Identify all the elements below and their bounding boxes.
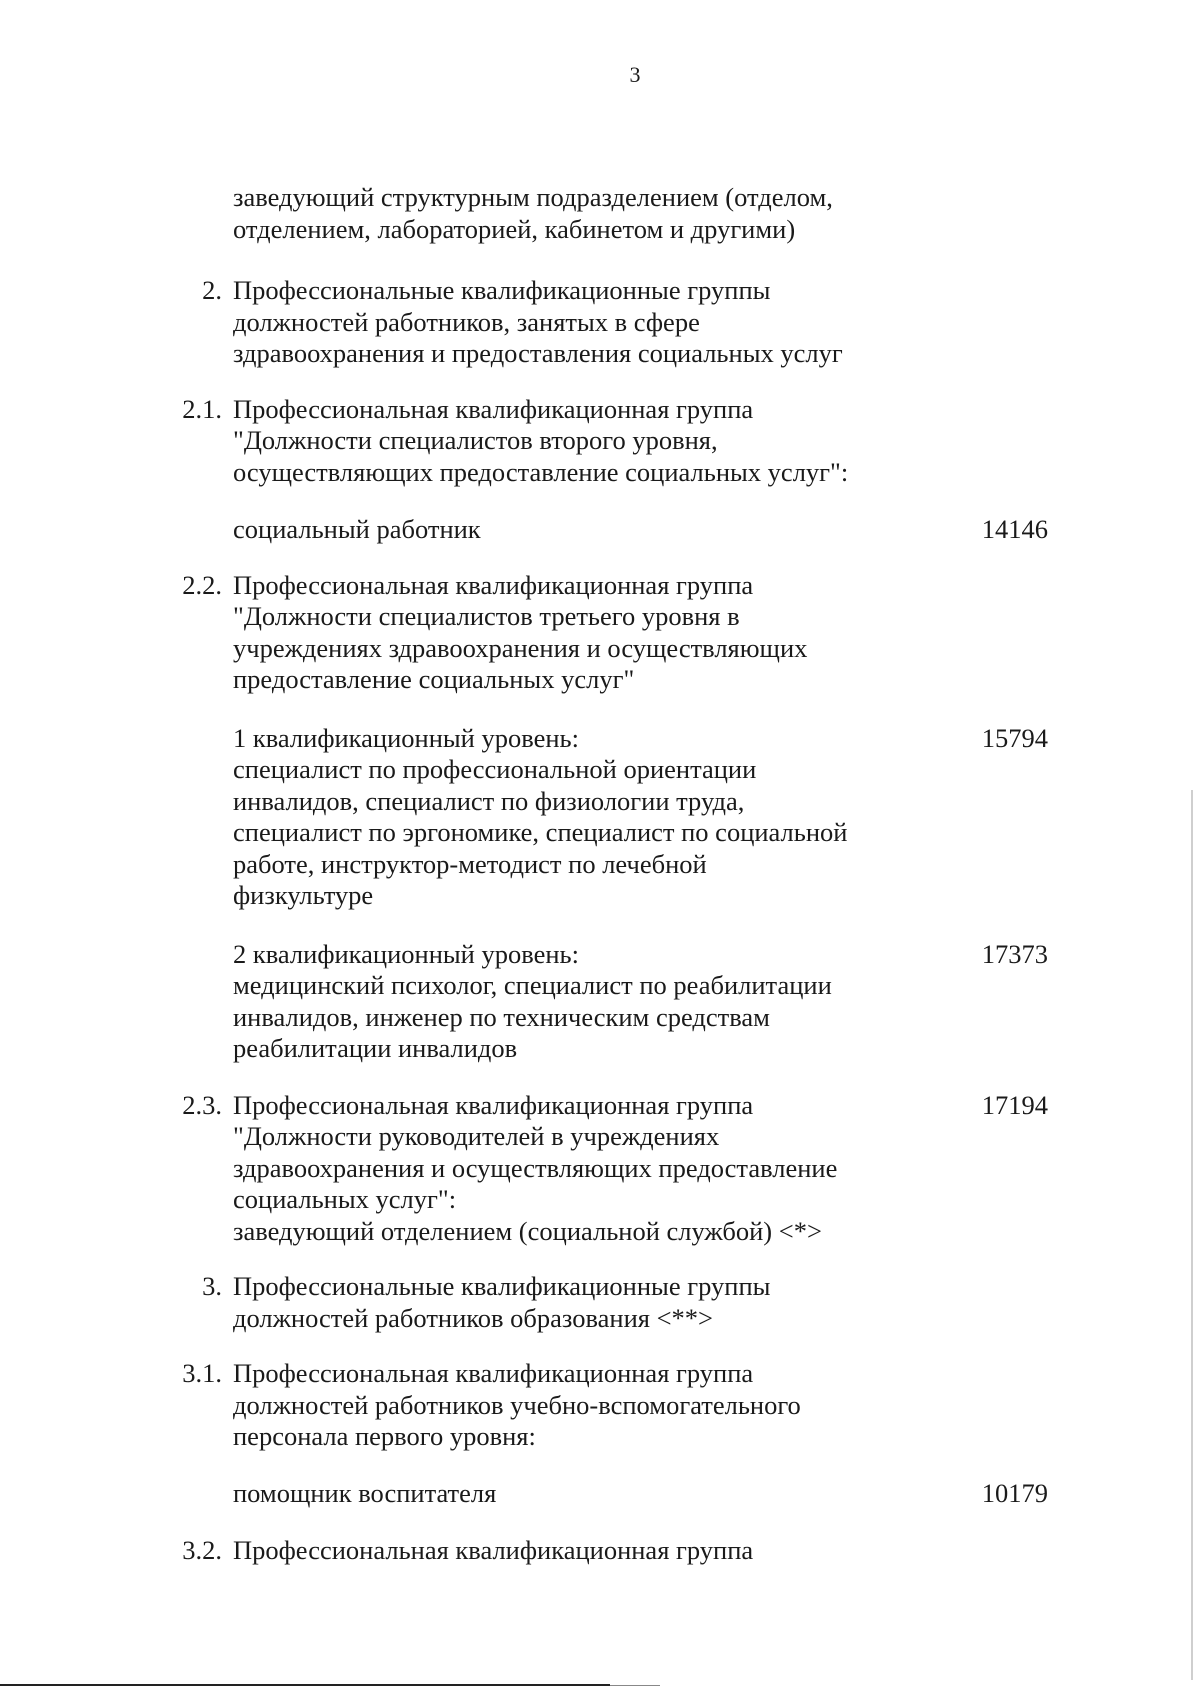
list-item — [0, 1090, 1200, 1248]
text-line: Профессиональная квалификационная группа — [233, 393, 754, 424]
text-line: 2 квалификационный уровень: — [233, 938, 579, 969]
item-text — [233, 1358, 923, 1453]
text-line: инвалидов, инженер по техническим средствам — [233, 1001, 770, 1032]
text-line: инвалидов, специалист по физиологии труда, — [233, 785, 745, 816]
text-line: социальных услуг": — [233, 1184, 457, 1214]
item-number: 3.1. — [182, 1358, 222, 1388]
item-text — [233, 1478, 923, 1510]
text-line: должностей работников учебно-вспомогательного — [233, 1389, 801, 1420]
list-item — [0, 1535, 1200, 1567]
item-text — [233, 182, 923, 245]
text-line: здравоохранения и предоставления социальных услуг — [233, 338, 843, 368]
text-line: специалист по профессиональной ориентации — [233, 754, 757, 784]
bottom-rule — [0, 1684, 610, 1686]
text-line: отделением, лабораторией, кабинетом и другими) — [233, 213, 796, 244]
text-line: Профессиональная квалификационная группа — [233, 1089, 754, 1120]
text-line: Профессиональные квалификационные группы — [233, 1271, 771, 1301]
text-line: Профессиональные квалификационные группы — [233, 275, 771, 305]
item-number: 2.1. — [182, 393, 222, 424]
item-number: 2.2. — [182, 569, 222, 600]
text-line: предоставление социальных услуг" — [233, 664, 635, 694]
text-line: работе, инструктор-методист по лечебной — [233, 848, 707, 879]
item-number: 3.2. — [182, 1535, 222, 1565]
list-item — [0, 275, 1200, 370]
item-text — [233, 275, 923, 370]
text-line: Профессиональная квалификационная группа — [233, 569, 754, 600]
list-item — [0, 1358, 1200, 1453]
page-number: 3 — [629, 62, 641, 87]
text-line: помощник воспитателя — [233, 1477, 497, 1508]
item-text — [233, 723, 923, 912]
item-text — [233, 394, 923, 489]
item-value: 17373 — [981, 938, 1048, 969]
list-item — [0, 182, 1200, 245]
text-line: персонала первого уровня: — [233, 1421, 536, 1451]
item-text — [233, 514, 923, 546]
text-line: должностей работников, занятых в сфере — [233, 306, 700, 337]
item-number: 2. — [202, 275, 222, 305]
text-line: "Должности руководителей в учреждениях — [233, 1121, 720, 1151]
item-text — [233, 1090, 923, 1248]
item-value: 10179 — [981, 1477, 1048, 1508]
list-item — [0, 939, 1200, 1065]
item-number: 2.3. — [182, 1089, 222, 1120]
text-line: учреждениях здравоохранения и осуществляющих — [233, 632, 808, 663]
list-item — [0, 514, 1200, 546]
text-line: медицинский психолог, специалист по реабилитации — [233, 970, 832, 1000]
item-text — [233, 570, 923, 696]
text-line: должностей работников образования <**> — [233, 1302, 713, 1333]
text-line: "Должности специалистов второго уровня, — [233, 425, 718, 455]
text-line: заведующий структурным подразделением (отделом, — [233, 182, 833, 212]
item-value: 15794 — [981, 722, 1048, 753]
text-line: социальный работник — [233, 514, 481, 544]
text-line: Профессиональная квалификационная группа — [233, 1535, 754, 1565]
text-line: заведующий отделением (социальной службой) <*> — [233, 1215, 822, 1246]
text-line: осуществляющих предоставление социальных услуг": — [233, 456, 849, 487]
text-line: специалист по эргономике, специалист по социальной — [233, 817, 848, 847]
item-text — [233, 1535, 923, 1567]
list-item — [0, 1478, 1200, 1510]
item-text — [233, 1271, 923, 1334]
item-text — [233, 939, 923, 1065]
text-line: 1 квалификационный уровень: — [233, 722, 579, 753]
item-value: 17194 — [981, 1089, 1048, 1120]
document-body — [0, 182, 1200, 1567]
bottom-rule-faint — [610, 1685, 660, 1686]
text-line: "Должности специалистов третьего уровня в — [233, 601, 740, 631]
text-line: физкультуре — [233, 880, 374, 910]
list-item — [0, 1271, 1200, 1334]
text-line: реабилитации инвалидов — [233, 1033, 518, 1063]
item-value: 14146 — [981, 514, 1048, 544]
list-item — [0, 394, 1200, 489]
text-line: здравоохранения и осуществляющих предоставление — [233, 1152, 838, 1183]
list-item — [0, 570, 1200, 696]
scan-edge-mark — [1191, 790, 1193, 1680]
text-line: Профессиональная квалификационная группа — [233, 1358, 754, 1388]
list-item — [0, 723, 1200, 912]
item-number: 3. — [202, 1271, 222, 1301]
